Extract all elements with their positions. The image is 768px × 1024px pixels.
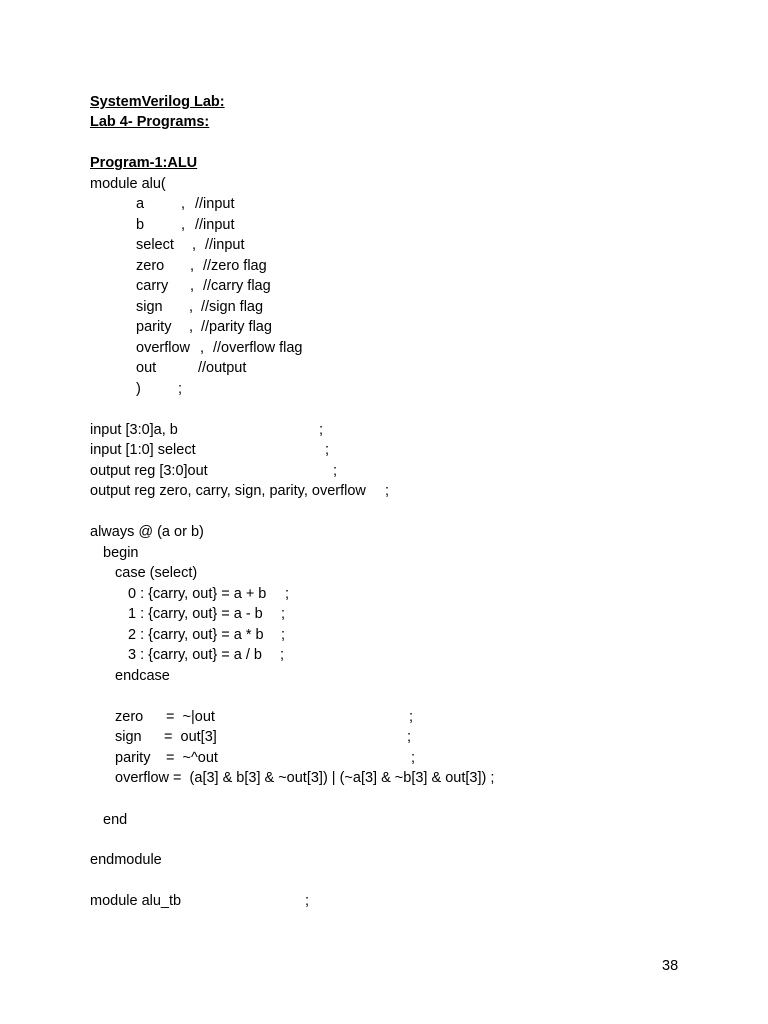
flag-lhs: sign — [115, 729, 142, 745]
port-separator: , — [190, 258, 195, 274]
port-name: b — [136, 217, 145, 233]
semicolon: ; — [407, 729, 412, 745]
semicolon: ; — [281, 606, 286, 622]
port-separator: , — [200, 340, 205, 356]
declaration-line: input [1:0] select — [90, 442, 196, 458]
always-line: always @ (a or b) — [90, 524, 204, 540]
endmodule-keyword: endmodule — [90, 852, 162, 868]
program-title: Program-1:ALU — [90, 155, 198, 171]
page-number: 38 — [662, 958, 679, 974]
port-comment: //input — [195, 196, 235, 212]
semicolon: ; — [305, 893, 310, 909]
port-name: select — [136, 237, 174, 253]
lab-subtitle: Lab 4- Programs: — [90, 114, 210, 130]
port-separator: , — [181, 196, 186, 212]
case-item: 2 : {carry, out} = a * b — [128, 627, 264, 643]
port-name: sign — [136, 299, 163, 315]
endcase-keyword: endcase — [115, 668, 170, 684]
semicolon: ; — [333, 463, 338, 479]
declaration-line: input [3:0]a, b — [90, 422, 178, 438]
case-item: 1 : {carry, out} = a - b — [128, 606, 263, 622]
port-separator: , — [189, 319, 194, 335]
port-comment: //input — [195, 217, 235, 233]
port-name: zero — [136, 258, 165, 274]
flag-lhs: parity — [115, 750, 151, 766]
case-item: 3 : {carry, out} = a / b — [128, 647, 262, 663]
declaration-line: output reg [3:0]out — [90, 463, 208, 479]
case-item: 0 : {carry, out} = a + b — [128, 586, 267, 602]
begin-keyword: begin — [103, 545, 139, 561]
semicolon: ; — [280, 647, 285, 663]
module-header: module alu( — [90, 176, 166, 192]
port-comment: //output — [198, 360, 247, 376]
port-comment: //carry flag — [203, 278, 271, 294]
flag-rhs: = ~|out — [166, 709, 215, 725]
case-line: case (select) — [115, 565, 198, 581]
port-separator: , — [190, 278, 195, 294]
port-comment: //overflow flag — [213, 340, 303, 356]
flag-rhs: = out[3] — [164, 729, 217, 745]
port-separator: , — [181, 217, 186, 233]
semicolon: ; — [409, 709, 414, 725]
port-close: ) — [136, 381, 141, 397]
port-name: a — [136, 196, 145, 212]
semicolon: ; — [281, 627, 286, 643]
semicolon: ; — [178, 381, 183, 397]
semicolon: ; — [319, 422, 324, 438]
overflow-line: overflow = (a[3] & b[3] & ~out[3]) | (~a[3] & ~b[3] & out[3]) ; — [115, 770, 495, 786]
semicolon: ; — [411, 750, 416, 766]
flag-lhs: zero — [115, 709, 144, 725]
port-comment: //input — [205, 237, 245, 253]
semicolon: ; — [385, 483, 390, 499]
declaration-line: output reg zero, carry, sign, parity, overflow — [90, 483, 366, 499]
port-separator: , — [192, 237, 197, 253]
tb-module-line: module alu_tb — [90, 893, 182, 909]
port-name: parity — [136, 319, 172, 335]
semicolon: ; — [325, 442, 330, 458]
port-name: overflow — [136, 340, 190, 356]
semicolon: ; — [285, 586, 290, 602]
port-comment: //sign flag — [201, 299, 264, 315]
port-comment: //zero flag — [203, 258, 267, 274]
port-name: out — [136, 360, 157, 376]
port-comment: //parity flag — [201, 319, 272, 335]
port-separator: , — [189, 299, 194, 315]
end-keyword: end — [103, 812, 128, 828]
port-name: carry — [136, 278, 169, 294]
lab-title: SystemVerilog Lab: — [90, 94, 225, 110]
flag-rhs: = ~^out — [166, 750, 218, 766]
